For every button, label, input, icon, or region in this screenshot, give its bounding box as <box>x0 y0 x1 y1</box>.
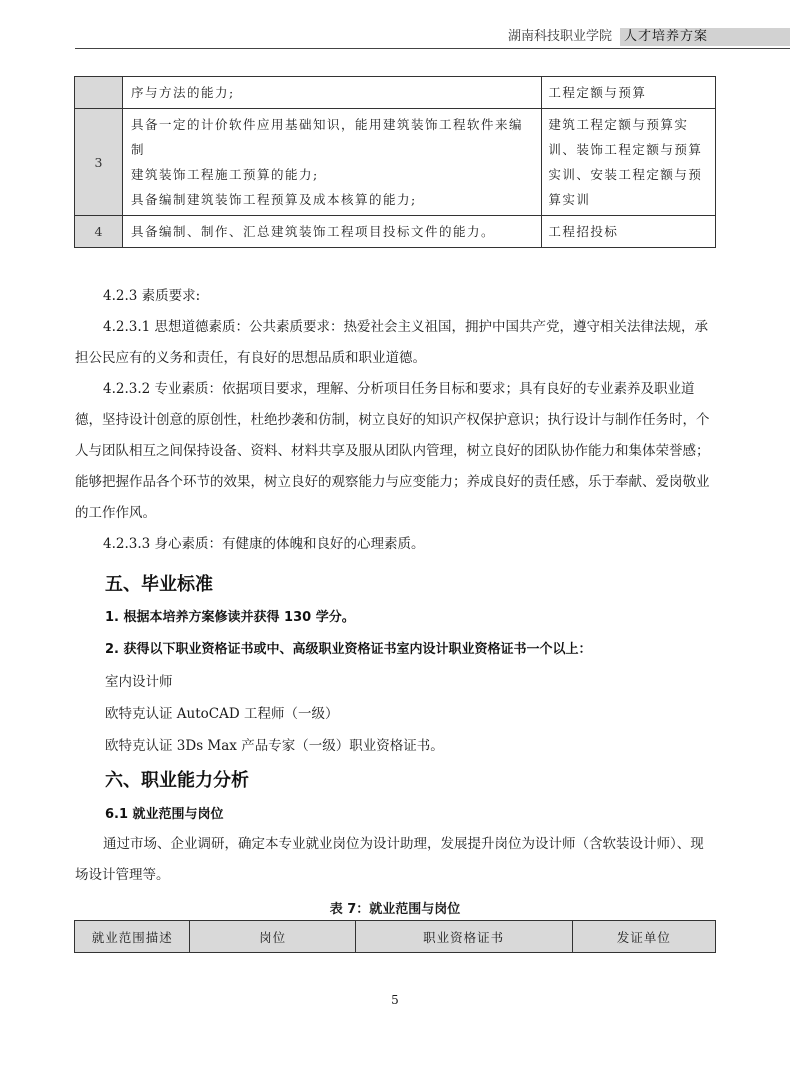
table-row <box>75 77 716 109</box>
graduation-item-2: 2. 获得以下职业资格证书或中、高级职业资格证书室内设计职业资格证书一个以上： <box>105 642 592 657</box>
course-cell <box>542 77 716 109</box>
course-cell <box>542 216 716 248</box>
quality-heading: 4.2.3 素质要求: <box>103 288 201 304</box>
column-header: 发证单位 <box>572 921 715 953</box>
subsection-6-1-title: 6.1 就业范围与岗位 <box>105 807 224 822</box>
professional-quality-paragraph: 4.2.3.2 专业素质：依据项目要求，理解、分析项目任务目标和要求；具有良好的专业素养及职业道德，坚持设计创意的原创性，杜绝抄袭和仿制，树立良好的知识产权保护意识；执行设计与制作任务时，个人与团队相互之间保持设备、资料、材料共享及服从团队内管理，树立良好的团队协作能力和集体荣誉感；能够把握作品各个环节的效果，树立良好的观察能力与应变能力；养成良好的责任感，乐于奉献、爱岗敬业的工作作风。 <box>75 381 710 521</box>
page-header <box>0 26 790 48</box>
employment-paragraph: 通过市场、企业调研，确定本专业就业岗位为设计助理，发展提升岗位为设计师（含软装设计师）、现场设计管理等。 <box>75 836 704 883</box>
course-line: 工程定额与预算 <box>548 85 647 100</box>
document-title: 人才培养方案 <box>624 29 709 44</box>
column-header: 岗位 <box>190 921 355 953</box>
ability-cell <box>122 109 541 216</box>
graduation-item-1: 1. 根据本培养方案修读并获得 130 学分。 <box>105 610 355 625</box>
table-row <box>75 109 716 216</box>
ability-cell <box>122 77 541 109</box>
physical-quality-paragraph: 4.2.3.3 身心素质：有健康的体魄和良好的心理素质。 <box>103 536 425 552</box>
section-5-title: 五、毕业标准 <box>105 574 213 595</box>
ability-line: 具备编制、制作、汇总建筑装饰工程项目投标文件的能力。 <box>130 224 495 239</box>
course-cell <box>542 109 716 216</box>
moral-quality-paragraph: 4.2.3.1 思想道德素质：公共素质要求：热爱社会主义祖国，拥护中国共产党，遵守相关法律法规，承担公民应有的义务和责任，有良好的思想品质和职业道德。 <box>75 319 709 366</box>
course-line: 算实训 <box>548 192 591 207</box>
certificate-item: 欧特克认证 AutoCAD 工程师（一级） <box>105 706 339 722</box>
row-number <box>75 77 123 109</box>
column-header: 就业范围描述 <box>75 921 190 953</box>
page-number: 5 <box>391 993 399 1007</box>
course-line: 建筑工程定额与预算实 <box>548 117 689 132</box>
ability-line: 具备编制建筑装饰工程预算及成本核算的能力; <box>130 192 417 207</box>
column-header: 职业资格证书 <box>355 921 572 953</box>
employment-table <box>74 920 716 953</box>
course-line: 工程招投标 <box>548 224 619 239</box>
table-header-row <box>75 921 716 953</box>
row-number: 3 <box>75 109 123 216</box>
table-7-caption: 表 7：就业范围与岗位 <box>329 902 461 917</box>
course-line: 训、装饰工程定额与预算 <box>548 142 703 157</box>
certificate-item: 室内设计师 <box>105 674 173 690</box>
ability-table <box>74 76 716 248</box>
school-name: 湖南科技职业学院 <box>507 29 612 44</box>
course-line: 实训、安装工程定额与预 <box>548 167 703 182</box>
ability-line: 具备一定的计价软件应用基础知识，能用建筑装饰工程软件来编制 <box>130 117 523 157</box>
ability-line: 建筑装饰工程施工预算的能力; <box>130 167 319 182</box>
table-row <box>75 216 716 248</box>
ability-cell <box>122 216 541 248</box>
certificate-item: 欧特克认证 3Ds Max 产品专家（一级）职业资格证书。 <box>105 738 444 754</box>
ability-line: 序与方法的能力; <box>130 85 235 100</box>
row-number: 4 <box>75 216 123 248</box>
section-6-title: 六、职业能力分析 <box>105 770 249 791</box>
header-rule <box>75 48 790 49</box>
